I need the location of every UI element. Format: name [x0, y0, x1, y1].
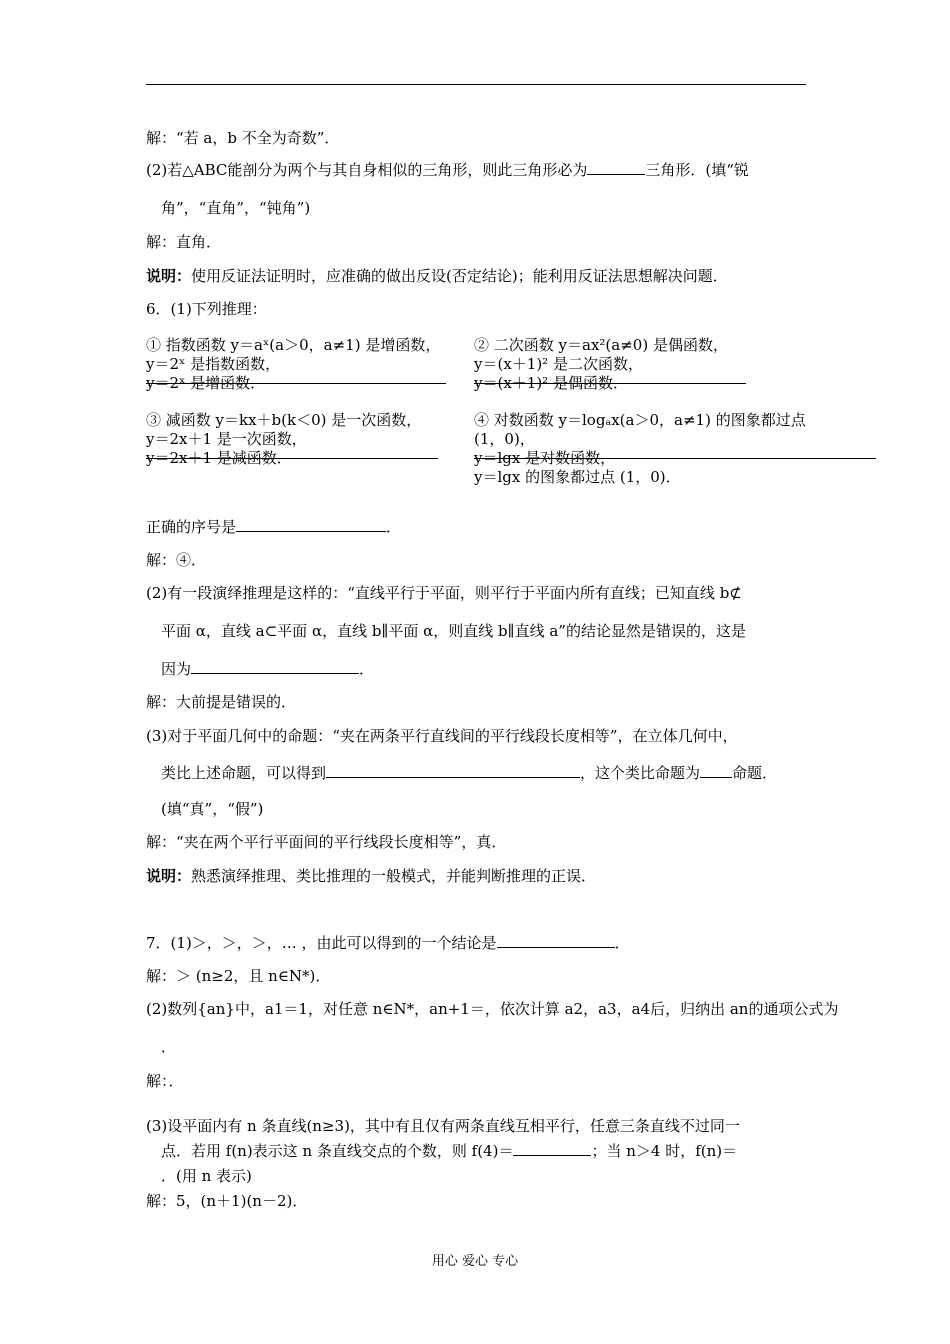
conclusion-line: y＝2ˣ 是增函数． [146, 374, 266, 392]
note-label: 说明： [146, 267, 192, 285]
conclusion-line: y＝lgx 的图象都过点 (1，0)． [474, 468, 681, 486]
answer-line: 解：直角． [146, 233, 222, 251]
premise-line: ③ 减函数 y＝kx＋b(k＜0) 是一次函数， [146, 411, 422, 429]
question-line [161, 763, 777, 783]
answer-line: 解：5，(n＋1)(n－2)． [146, 1192, 308, 1210]
fill-blank [326, 763, 580, 778]
question-line [161, 1141, 737, 1161]
question-line: ．(用 n 表示) [161, 1167, 252, 1185]
fill-blank [587, 160, 645, 175]
header-rule [146, 84, 806, 85]
note-text: 使用反证法证明时，应准确的做出反设(否定结论)；能利用反证法思想解决问题． [191, 267, 728, 285]
reasoning-cell-3 [146, 411, 421, 468]
premise-line: y＝lgx 是对数函数， [474, 449, 616, 467]
question-text: 三角形．(填“锐 [645, 161, 749, 179]
strike-line [474, 383, 746, 384]
question-text: ． [614, 934, 630, 952]
question-text: (2)若△ABC能剖分为两个与其自身相似的三角形，则此三角形必为 [146, 161, 588, 179]
question-text: 命题． [732, 764, 778, 782]
answer-line: 解：“若 a，b 不全为奇数”． [146, 129, 340, 147]
question-text: 正确的序号是 [146, 518, 237, 536]
answer-line: 解：④． [146, 551, 207, 569]
question-line: (2)数列{an}中，a1＝1，对任意 n∈N*，an+1＝，依次计算 a2，a3，a4后，归纳出 an的通项公式为 [146, 1000, 839, 1018]
note-text: 熟悉演绎推理、类比推理的一般模式，并能判断推理的正误． [191, 867, 597, 885]
answer-line: 解：． [146, 1072, 184, 1090]
note-line [146, 866, 596, 886]
fill-blank [191, 659, 359, 674]
question-text: ，这个类比命题为 [580, 764, 701, 782]
premise-line: y＝2ˣ 是指数函数， [146, 355, 281, 373]
fill-blank [497, 933, 615, 948]
question-text: 因为 [161, 660, 192, 678]
question-line: 角”，“直角”，“钝角”) [161, 199, 311, 217]
note-line [146, 266, 728, 286]
question-text: ；当 n＞4 时，f(n)＝ [591, 1142, 738, 1160]
fill-blank [513, 1141, 591, 1156]
strike-line [474, 458, 876, 459]
question-text: ． [386, 518, 402, 536]
reasoning-cell-2 [474, 336, 728, 393]
premise-line: y＝2x＋1 是一次函数， [146, 430, 307, 448]
question-line: 平面 α，直线 a⊂平面 α，直线 b∥平面 α，则直线 b∥直线 a”的结论显然是错误的，这是 [161, 622, 746, 640]
premise-line: ② 二次函数 y＝ax²(a≠0) 是偶函数， [474, 336, 728, 354]
question-line: 6．(1)下列推理： [146, 300, 267, 318]
strike-line [146, 458, 438, 459]
premise-line: y＝(x＋1)² 是二次函数， [474, 355, 643, 373]
fill-blank [700, 763, 732, 778]
question-line [146, 933, 630, 953]
question-line: (2)有一段演绎推理是这样的：“直线平行于平面，则平行于平面内所有直线；已知直线 b⊄ [146, 584, 742, 602]
premise-line: ④ 对数函数 y＝logₐx(a＞0，a≠1) 的图象都过点 [474, 411, 806, 429]
question-line: (3)设平面内有 n 条直线(n≥3)，其中有且仅有两条直线互相平行，任意三条直线不过同一 [146, 1117, 740, 1135]
question-line [146, 517, 401, 537]
strike-line [146, 383, 446, 384]
question-line: ． [161, 1038, 177, 1056]
question-text: 7．(1)＞，＞，＞，… ，由此可以得到的一个结论是 [146, 934, 497, 952]
premise-line: (1，0)， [474, 430, 535, 448]
conclusion-line: y＝(x＋1)² 是偶函数． [474, 374, 628, 392]
question-text: 点．若用 f(n)表示这 n 条直线交点的个数，则 f(4)＝ [161, 1142, 514, 1160]
question-text: ． [359, 660, 375, 678]
question-line: (填“真”，“假”) [161, 800, 264, 818]
question-line [161, 659, 374, 679]
answer-line: 解：“夹在两个平行平面间的平行线段长度相等”，真． [146, 833, 507, 851]
question-line [146, 160, 749, 180]
fill-blank [236, 517, 386, 532]
conclusion-line: y＝2x＋1 是减函数． [146, 449, 292, 467]
reasoning-cell-4 [474, 411, 806, 487]
question-line: (3)对于平面几何中的命题：“夹在两条平行直线间的平行线段长度相等”，在立体几何中， [146, 727, 738, 745]
question-text: 类比上述命题，可以得到 [161, 764, 327, 782]
premise-line: ① 指数函数 y＝aˣ(a＞0，a≠1) 是增函数， [146, 336, 441, 354]
answer-line: 解：大前提是错误的． [146, 693, 297, 711]
answer-line: 解：＞ (n≥2，且 n∈N*)． [146, 967, 331, 985]
note-label: 说明： [146, 867, 192, 885]
reasoning-cell-1 [146, 336, 440, 393]
page-footer: 用心 爱心 专心 [431, 1254, 519, 1269]
